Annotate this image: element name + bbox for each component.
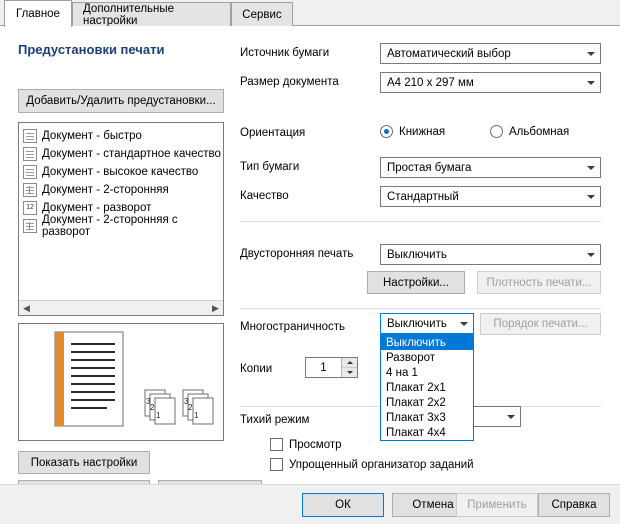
svg-text:3: 3 (184, 397, 189, 406)
document-icon (23, 129, 37, 143)
help-label: Справка (551, 499, 597, 511)
cancel-label: Отмена (412, 499, 454, 511)
tab-service[interactable] (231, 2, 293, 26)
svg-text:1: 1 (194, 411, 199, 420)
tab-service-label: Сервис (242, 8, 282, 21)
multipage-value: Выключить (387, 317, 447, 330)
tab-strip (0, 0, 620, 26)
dropdown-option-label: Плакат 2x2 (386, 396, 446, 409)
print-preview (18, 323, 224, 441)
copies-stepper-buttons[interactable] (341, 358, 357, 377)
dropdown-option[interactable] (381, 395, 473, 410)
copies-value[interactable]: 1 (320, 361, 327, 374)
ok-button[interactable] (302, 493, 384, 517)
job-organizer-checkbox[interactable] (270, 458, 474, 471)
print-density-label: Плотность печати... (486, 276, 592, 289)
chevron-down-icon[interactable] (502, 407, 520, 426)
svg-text:1: 1 (156, 411, 161, 420)
chevron-down-icon[interactable] (582, 44, 600, 63)
preset-label: Документ - высокое качество (42, 166, 199, 178)
orientation-label: Ориентация (240, 127, 306, 139)
chevron-down-icon[interactable] (582, 73, 600, 92)
duplex-combo[interactable] (380, 244, 601, 265)
copies-stepper[interactable] (305, 357, 358, 378)
paper-type-combo[interactable] (380, 157, 601, 178)
quality-value: Стандартный (387, 190, 459, 203)
list-item[interactable] (19, 163, 223, 181)
tab-advanced-settings-label: Дополнительные настройки (83, 2, 175, 27)
list-item[interactable] (19, 127, 223, 145)
list-item[interactable] (19, 145, 223, 163)
scroll-right-icon[interactable]: ▶ (212, 302, 219, 313)
checkbox-icon (270, 438, 283, 451)
tab-main[interactable] (4, 0, 72, 27)
orientation-portrait-label: Книжная (399, 125, 446, 138)
stepper-down-icon[interactable] (342, 368, 357, 377)
presets-heading: Предустановки печати (18, 42, 165, 57)
ok-label: ОК (335, 499, 351, 511)
paper-source-label: Источник бумаги (240, 47, 330, 59)
radio-dot-icon (380, 125, 393, 138)
dropdown-option[interactable] (381, 410, 473, 425)
quality-combo[interactable] (380, 186, 601, 207)
preview-illustration (19, 324, 223, 440)
tab-main-label: Главное (16, 8, 60, 20)
show-settings-button[interactable] (18, 451, 150, 474)
preset-label: Документ - быстро (42, 130, 142, 142)
svg-text:3: 3 (146, 397, 151, 406)
add-remove-presets-button[interactable] (18, 89, 224, 113)
tab-advanced-settings[interactable] (72, 2, 231, 26)
page-order-button (480, 313, 601, 335)
stepper-up-icon[interactable] (342, 358, 357, 368)
presets-listbox[interactable] (18, 122, 224, 316)
orientation-landscape-label: Альбомная (509, 125, 570, 138)
print-density-button (477, 271, 601, 294)
apply-button (456, 493, 538, 517)
divider-2 (240, 308, 601, 309)
preview-checkbox-label: Просмотр (289, 438, 342, 451)
quiet-mode-label: Тихий режим (240, 414, 310, 426)
dropdown-option[interactable] (381, 380, 473, 395)
divider-1 (240, 221, 601, 222)
duplex-settings-button[interactable] (367, 271, 465, 294)
chevron-down-icon[interactable] (582, 245, 600, 264)
preset-label: Документ - стандартное качество (42, 148, 221, 160)
duplex-label: Двусторонняя печать (240, 248, 354, 260)
multipage-label: Многостраничность (240, 321, 345, 333)
radio-dot-icon (490, 125, 503, 138)
preview-checkbox[interactable] (270, 438, 342, 451)
multipage-combo[interactable] (380, 313, 474, 334)
svg-text:2: 2 (150, 403, 155, 412)
list-item[interactable] (19, 181, 223, 199)
preset-label: Документ - разворот (42, 202, 152, 214)
job-organizer-checkbox-label: Упрощенный организатор заданий (289, 458, 474, 471)
dropdown-option-label: Разворот (386, 351, 436, 364)
preset-label: Документ - 2-сторонняя с разворот (42, 214, 178, 238)
dropdown-option[interactable] (381, 425, 473, 440)
paper-source-combo[interactable] (380, 43, 601, 64)
document-duplex-icon (23, 183, 37, 197)
page-order-label: Порядок печати... (493, 318, 588, 330)
chevron-down-icon[interactable] (455, 314, 473, 333)
copies-label: Копии (240, 363, 273, 375)
checkbox-icon (270, 458, 283, 471)
preset-label: Документ - 2-сторонняя (42, 184, 169, 196)
dropdown-option-label: Выключить (386, 336, 446, 349)
document-icon (23, 165, 37, 179)
duplex-value: Выключить (387, 248, 447, 261)
orientation-portrait-radio[interactable] (380, 125, 445, 138)
document-size-label: Размер документа (240, 76, 339, 88)
orientation-landscape-radio[interactable] (490, 125, 569, 138)
list-item[interactable] (19, 214, 223, 238)
document-size-value: A4 210 x 297 мм (387, 76, 474, 89)
dropdown-option-label: Плакат 3x3 (386, 411, 446, 424)
presets-horizontal-scrollbar[interactable] (19, 300, 223, 315)
multipage-dropdown-list[interactable] (380, 334, 474, 441)
dialog-button-bar (0, 484, 620, 524)
add-remove-presets-label: Добавить/Удалить предустановки... (26, 95, 216, 107)
document-size-combo[interactable] (380, 72, 601, 93)
chevron-down-icon[interactable] (582, 187, 600, 206)
dropdown-option-label: Плакат 2x1 (386, 381, 446, 394)
scroll-left-icon[interactable]: ◀ (23, 302, 30, 313)
dropdown-option[interactable] (381, 350, 473, 365)
paper-source-value: Автоматический выбор (387, 47, 511, 60)
document-duplex-icon (23, 219, 37, 233)
duplex-settings-label: Настройки... (383, 276, 449, 289)
document-icon (23, 147, 37, 161)
paper-type-value: Простая бумага (387, 161, 472, 174)
chevron-down-icon[interactable] (582, 158, 600, 177)
help-button[interactable] (538, 493, 610, 517)
dropdown-option-label: Плакат 4x4 (386, 426, 446, 439)
apply-label: Применить (467, 499, 527, 511)
paper-type-label: Тип бумаги (240, 161, 300, 173)
document-2up-icon: 12 (23, 201, 37, 215)
quality-label: Качество (240, 190, 289, 202)
dropdown-option[interactable] (381, 365, 473, 380)
main-tab-panel (0, 26, 620, 524)
show-settings-label: Показать настройки (30, 456, 138, 469)
dropdown-option[interactable] (381, 335, 473, 350)
dropdown-option-label: 4 на 1 (386, 366, 418, 379)
svg-text:2: 2 (188, 403, 193, 412)
